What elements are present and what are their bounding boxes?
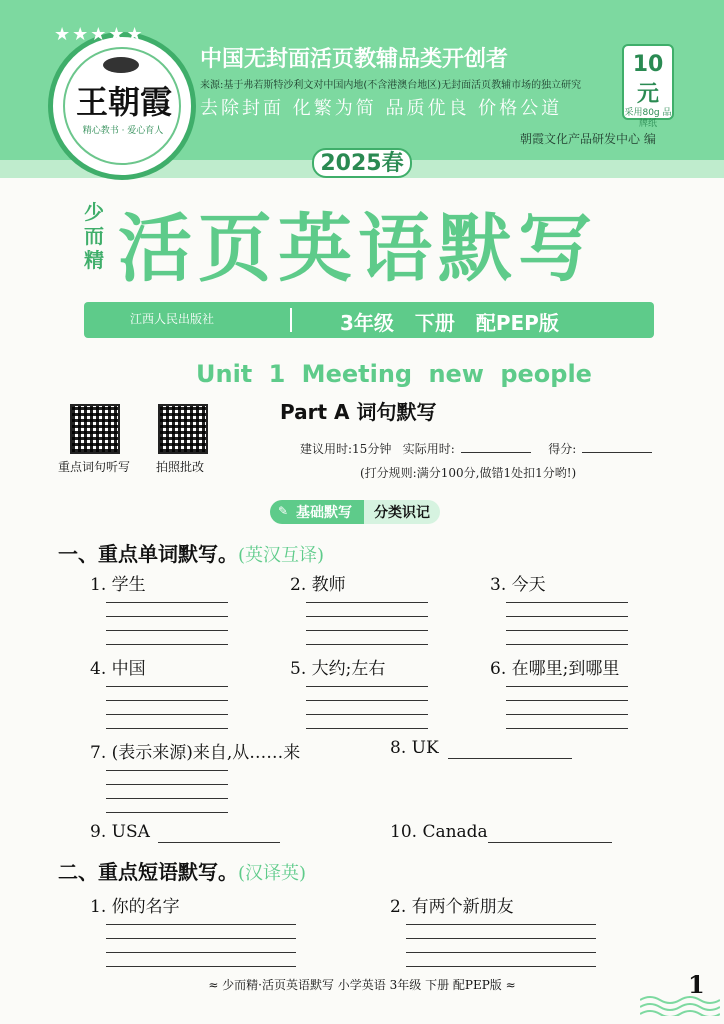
answer-line[interactable] <box>306 728 428 729</box>
word-question: 4. 中国 <box>90 659 146 679</box>
answer-line[interactable] <box>488 842 612 843</box>
answer-line[interactable] <box>158 842 280 843</box>
pill-left-label: 基础默写 <box>296 505 352 521</box>
answer-line[interactable] <box>106 714 228 715</box>
answer-line[interactable] <box>406 924 596 925</box>
answer-line[interactable] <box>106 728 228 729</box>
answer-line[interactable] <box>506 602 628 603</box>
answer-line[interactable] <box>448 758 572 759</box>
brand-name: 王朝霞 <box>75 83 172 121</box>
answer-line[interactable] <box>106 798 228 799</box>
answer-line[interactable] <box>506 630 628 631</box>
section-2-note: (汉译英) <box>238 863 307 884</box>
page-footer: ≈ 少而精·活页英语默写 小学英语 3年级 下册 配PEP版 ≈ <box>208 978 516 992</box>
answer-line[interactable] <box>306 686 428 687</box>
word-question: 8. UK <box>390 738 439 758</box>
section-2-heading <box>58 856 306 885</box>
answer-line[interactable] <box>306 616 428 617</box>
brand-subtitle: 精心教书 · 爱心育人 <box>82 126 164 136</box>
answer-line[interactable] <box>106 966 296 967</box>
answer-line[interactable] <box>306 714 428 715</box>
price-value: 10元 <box>632 52 664 107</box>
answer-line[interactable] <box>506 714 628 715</box>
pill-right-label: 分类识记 <box>364 500 440 524</box>
grade-info: 3年级 下册 配PEP版 <box>340 311 559 335</box>
logo-eye-icon <box>103 57 139 73</box>
word-question: 2. 教师 <box>290 575 346 595</box>
year-badge: 2025春 <box>312 148 412 178</box>
answer-line[interactable] <box>106 602 228 603</box>
answer-line[interactable] <box>306 700 428 701</box>
word-question: 6. 在哪里;到哪里 <box>490 659 620 679</box>
word-question: 5. 大约;左右 <box>290 659 386 679</box>
word-question: 9. USA <box>90 822 150 842</box>
header-slogan: 中国无封面活页教辅品类开创者 <box>200 47 509 72</box>
section-1-note: (英汉互译) <box>238 545 325 566</box>
section-2-title: 二、重点短语默写。 <box>58 860 238 884</box>
score-blank[interactable] <box>582 452 652 453</box>
answer-line[interactable] <box>106 770 228 771</box>
answer-line[interactable] <box>106 938 296 939</box>
subtitle-vertical: 少而精 <box>84 200 104 272</box>
header-source: 来源:基于弗若斯特沙利文对中国内地(不含港澳台地区)无封面活页教辅市场的独立研究 <box>200 80 582 91</box>
answer-line[interactable] <box>106 812 228 813</box>
answer-line[interactable] <box>406 966 596 967</box>
price-tag <box>622 44 674 129</box>
answer-line[interactable] <box>506 644 628 645</box>
word-question: 7. (表示来源)来自,从……来 <box>90 743 301 763</box>
answer-line[interactable] <box>106 686 228 687</box>
qr-code-icon[interactable] <box>70 404 120 454</box>
bulb-icon: ✎ <box>278 504 289 518</box>
phrase-question: 2. 有两个新朋友 <box>390 897 514 917</box>
answer-line[interactable] <box>106 616 228 617</box>
word-question: 10. Canada <box>390 822 488 842</box>
band-divider <box>290 308 292 332</box>
answer-line[interactable] <box>506 686 628 687</box>
editor-credit: 朝霞文化产品研发中心 编 <box>520 132 656 146</box>
actual-time-label: 实际用时: <box>402 442 455 456</box>
brand-logo <box>48 32 196 180</box>
section-pill <box>270 500 440 524</box>
answer-line[interactable] <box>106 644 228 645</box>
word-question: 3. 今天 <box>490 575 546 595</box>
answer-line[interactable] <box>306 630 428 631</box>
part-title: Part A 词句默写 <box>280 400 437 424</box>
suggested-time: 建议用时:15分钟 <box>300 442 392 456</box>
publisher-name: 江西人民出版社 <box>130 312 215 326</box>
answer-line[interactable] <box>306 602 428 603</box>
phrase-question: 1. 你的名字 <box>90 897 180 917</box>
page-number: 1 <box>688 970 705 999</box>
answer-line[interactable] <box>106 924 296 925</box>
answer-line[interactable] <box>106 700 228 701</box>
answer-line[interactable] <box>506 616 628 617</box>
answer-line[interactable] <box>406 938 596 939</box>
star-icons: ★★★★★ <box>54 24 145 45</box>
wave-decoration-icon <box>640 994 720 1016</box>
qr-code-icon[interactable] <box>158 404 208 454</box>
answer-line[interactable] <box>406 952 596 953</box>
score-label: 得分: <box>548 442 577 456</box>
qr-label-correction: 拍照批改 <box>156 460 205 474</box>
time-score-line <box>300 440 658 457</box>
section-1-heading <box>58 538 324 567</box>
answer-line[interactable] <box>106 784 228 785</box>
actual-time-blank[interactable] <box>461 452 531 453</box>
header-motto: 去除封面 化繁为简 品质优良 价格公道 <box>200 98 563 119</box>
main-title: 活页英语默写 <box>118 206 598 292</box>
answer-line[interactable] <box>506 700 628 701</box>
unit-title: Unit 1 Meeting new people <box>196 360 592 388</box>
word-question: 1. 学生 <box>90 575 146 595</box>
answer-line[interactable] <box>506 728 628 729</box>
answer-line[interactable] <box>306 644 428 645</box>
price-note: 采用80g 品牌纸 <box>624 108 672 129</box>
answer-line[interactable] <box>106 630 228 631</box>
answer-line[interactable] <box>106 952 296 953</box>
section-1-title: 一、重点单词默写。 <box>58 542 238 566</box>
scoring-rule: (打分规则:满分100分,做错1处扣1分哟!) <box>360 466 577 480</box>
qr-label-dictation: 重点词句听写 <box>58 460 131 474</box>
